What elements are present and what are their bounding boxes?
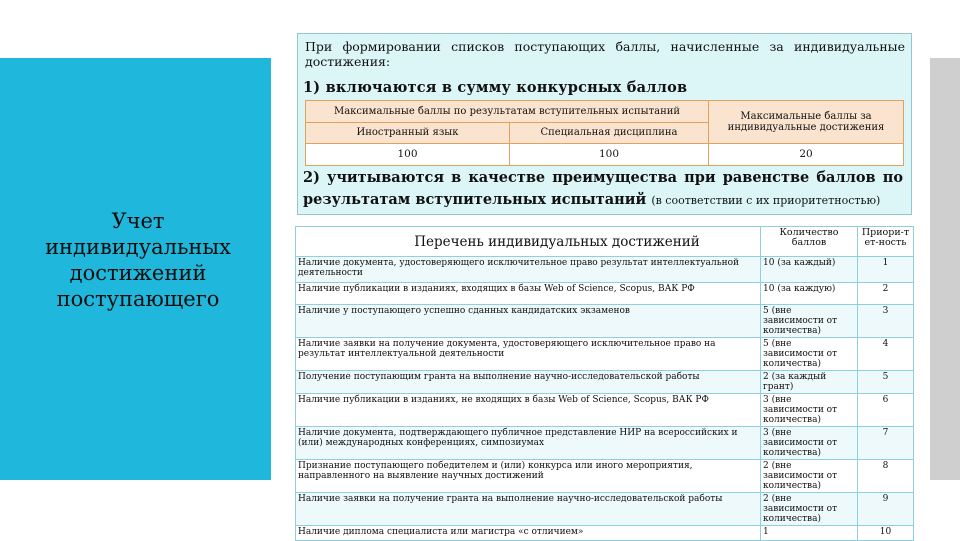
slide-title [18, 208, 258, 312]
achievements-list-header: Перечень индивидуальных достижений [296, 227, 761, 257]
achievement-points: 10 (за каждую) [761, 283, 858, 305]
exam-scores-header: Максимальные баллы по результатам вступительных испытаний [306, 101, 709, 123]
achievement-name: Признание поступающего победителем и (или) конкурса или иного мероприятия, направленного на выявление научных достижений [296, 460, 761, 493]
achievement-name: Наличие документа, подтверждающего публичное представление НИР на всероссийских и (или) международных конференциях, симпозиумах [296, 427, 761, 460]
slide-title-line: достижений [69, 261, 207, 285]
max-scores-table [305, 100, 904, 166]
subject-foreign-language: Иностранный язык [306, 122, 510, 144]
table-row [296, 371, 914, 394]
achievement-points: 2 (вне зависимости от количества) [761, 493, 858, 526]
achievements-points-header: Количество баллов [761, 227, 858, 257]
achievement-points: 3 (вне зависимости от количества) [761, 394, 858, 427]
heading-priority [303, 167, 903, 212]
table-row [296, 338, 914, 371]
achievement-scores-header: Максимальные баллы за индивидуальные достижения [709, 101, 904, 144]
achievement-points: 3 (вне зависимости от количества) [761, 427, 858, 460]
score-header-row [306, 101, 904, 123]
achievement-priority: 6 [858, 394, 914, 427]
achievement-points: 2 (вне зависимости от количества) [761, 460, 858, 493]
achievement-priority: 4 [858, 338, 914, 371]
table-row [296, 283, 914, 305]
achievement-points: 5 (вне зависимости от количества) [761, 305, 858, 338]
heading-priority-text: 2) учитываются в качестве преимущества при равенстве баллов по результатам вступительных испытаний [303, 169, 903, 208]
achievement-name: Наличие публикации в изданиях, входящих в базы Web of Science, Scopus, ВАК РФ [296, 283, 761, 305]
score-value-row [306, 144, 904, 166]
table-row [296, 305, 914, 338]
achievement-points: 5 (вне зависимости от количества) [761, 338, 858, 371]
achievement-name: Наличие заявки на получение документа, удостоверяющего исключительное право на результат интеллектуальной деятельности [296, 338, 761, 371]
achievements-header-row [296, 227, 914, 257]
score-value: 100 [510, 144, 709, 166]
slide-title-line: поступающего [56, 287, 220, 311]
right-accent-strip [930, 58, 960, 480]
achievement-name: Наличие заявки на получение гранта на выполнение научно-исследовательской работы [296, 493, 761, 526]
heading-included-in-sum: 1) включаются в сумму конкурсных баллов [303, 79, 688, 96]
achievements-table [295, 226, 914, 541]
table-row [296, 526, 914, 541]
achievement-points: 2 (за каждый грант) [761, 371, 858, 394]
achievement-priority: 9 [858, 493, 914, 526]
achievement-priority: 3 [858, 305, 914, 338]
slide-title-line: индивидуальных [45, 235, 231, 259]
slide-title-line: Учет [111, 209, 165, 233]
achievement-priority: 5 [858, 371, 914, 394]
table-row [296, 493, 914, 526]
achievements-priority-header: Приори-т ет-ность [858, 227, 914, 257]
achievement-priority: 1 [858, 257, 914, 283]
achievement-priority: 10 [858, 526, 914, 541]
achievement-points: 1 [761, 526, 858, 541]
achievement-name: Наличие у поступающего успешно сданных кандидатских экзаменов [296, 305, 761, 338]
achievement-priority: 7 [858, 427, 914, 460]
achievement-points: 10 (за каждый) [761, 257, 858, 283]
heading-priority-note: (в соответствии с их приоритетностью) [651, 194, 881, 207]
achievement-priority: 8 [858, 460, 914, 493]
achievement-priority: 2 [858, 283, 914, 305]
table-row [296, 427, 914, 460]
subject-special-discipline: Специальная дисциплина [510, 122, 709, 144]
achievement-name: Наличие диплома специалиста или магистра «с отличием» [296, 526, 761, 541]
score-value: 20 [709, 144, 904, 166]
table-row [296, 460, 914, 493]
achievement-name: Наличие документа, удостоверяющего исключительное право результат интеллектуальной деятельности [296, 257, 761, 283]
score-value: 100 [306, 144, 510, 166]
intro-text: При формировании списков поступающих баллы, начисленные за индивидуальные достижения: [305, 39, 905, 69]
table-row [296, 394, 914, 427]
achievement-name: Наличие публикации в изданиях, не входящих в базы Web of Science, Scopus, ВАК РФ [296, 394, 761, 427]
table-row [296, 257, 914, 283]
achievement-name: Получение поступающим гранта на выполнение научно-исследовательской работы [296, 371, 761, 394]
